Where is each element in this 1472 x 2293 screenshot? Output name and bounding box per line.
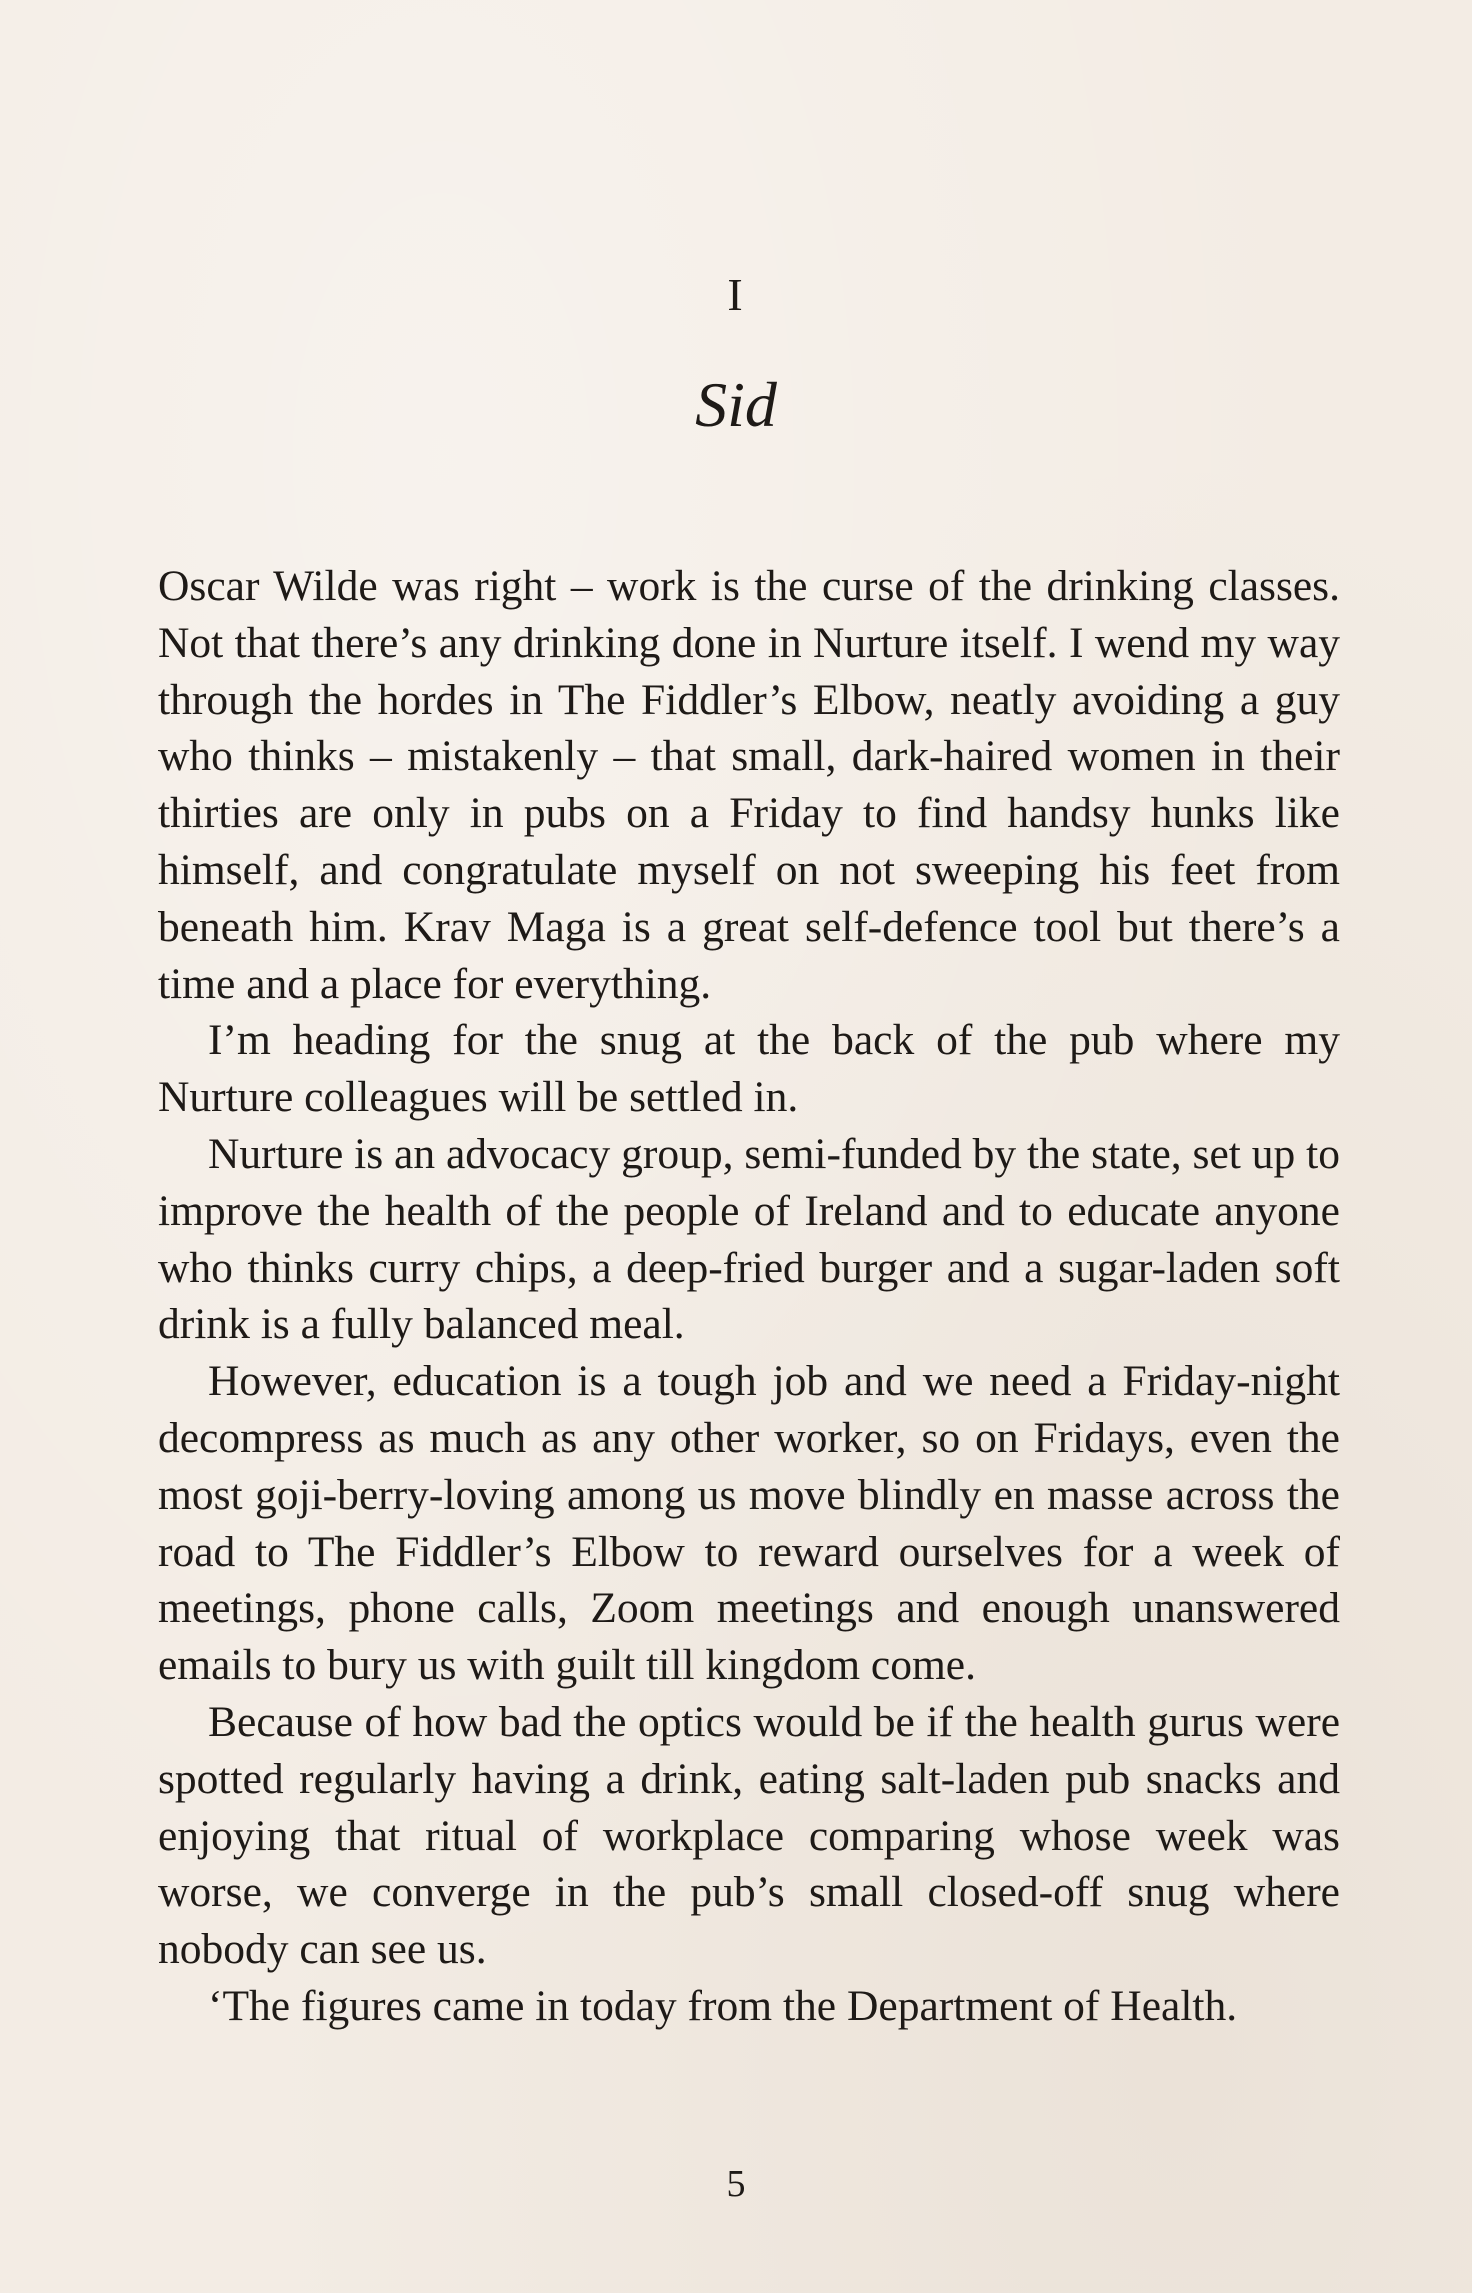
paragraph: However, education is a tough job and we need a Friday-night decompress as much as any other worker, so on Fridays, even the most goji-berry-loving among us move blindly en masse across the road to The Fiddler’s Elbow to reward ourselves for a week of meetings, phone calls, Zoom meetings and enough unanswered emails to bury us with guilt till kingdom come. (158, 1357, 1340, 1690)
page-number: 5 (726, 2163, 746, 2205)
chapter-number: I (727, 269, 745, 320)
paragraph: Oscar Wilde was right – work is the curse of the drinking classes. Not that there’s any drinking done in Nurture itself. I wend my way through the hordes in The Fiddler’s Elbow, neatly avoiding a guy who thinks – mistakenly – that small, dark-haired women in their thirties are only in pubs on a Friday to find handsy hunks like himself, and congratulate myself on not sweeping his feet from beneath him. Krav Maga is a great self-defence tool but there’s a time and a place for everything. (158, 562, 1340, 1008)
chapter-body (158, 558, 1340, 2035)
paragraph: ‘The figures came in today from the Department of Health. (208, 1981, 1238, 2030)
chapter-title: Sid (695, 369, 777, 440)
paragraph: Nurture is an advocacy group, semi-funded by the state, set up to improve the health of the people of Ireland and to educate anyone who thinks curry chips, a deep-fried burger and a sugar-laden soft drink is a fully balanced meal. (158, 1129, 1340, 1349)
paragraph: I’m heading for the snug at the back of the pub where my Nurture colleagues will be settled in. (158, 1016, 1340, 1122)
paragraph: Because of how bad the optics would be if the health gurus were spotted regularly having a drink, eating salt-laden pub snacks and enjoying that ritual of workplace comparing whose week was worse, we converge in the pub’s small closed-off snug where nobody can see us. (158, 1697, 1340, 1974)
